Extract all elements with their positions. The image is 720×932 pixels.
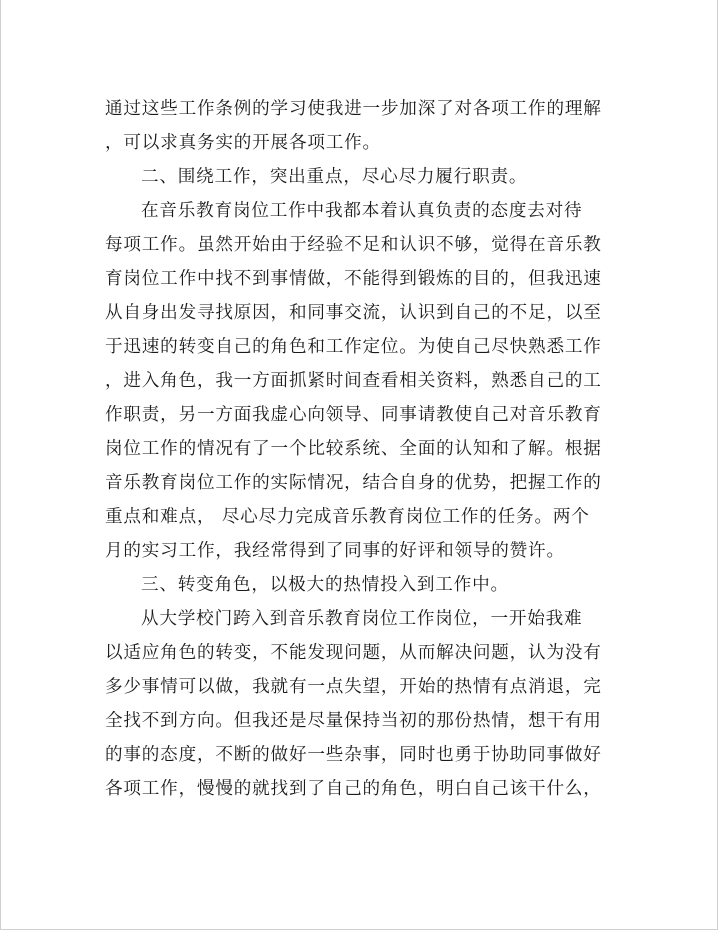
text-line: 每项工作。虽然开始由于经验不足和认识不够，觉得在音乐教 bbox=[105, 235, 602, 255]
text-line: 多少事情可以做，我就有一点失望，开始的热情有点消退，完 bbox=[105, 677, 602, 697]
text-line: 从大学校门跨入到音乐教育岗位工作岗位，一开始我难 bbox=[141, 609, 583, 629]
text-line: ，可以求真务实的开展各项工作。 bbox=[105, 133, 381, 153]
text-line: 的事的态度，不断的做好一些杂事，同时也勇于协助同事做好 bbox=[105, 745, 602, 765]
text-line: 作职责，另一方面我虚心向领导、同事请教使自己对音乐教育 bbox=[105, 405, 602, 425]
body-text bbox=[105, 92, 625, 806]
text-line: 重点和难点， 尽心尽力完成音乐教育岗位工作的任务。两个 bbox=[105, 507, 590, 527]
text-line: 从自身出发寻找原因，和同事交流，认识到自己的不足，以至 bbox=[105, 303, 602, 323]
text-line: ，进入角色，我一方面抓紧时间查看相关资料，熟悉自己的工 bbox=[105, 371, 602, 391]
section-heading: 二、围绕工作，突出重点，尽心尽力履行职责。 bbox=[141, 167, 528, 187]
text-line: 于迅速的转变自己的角色和工作定位。为使自己尽快熟悉工作 bbox=[105, 337, 602, 357]
text-line: 以适应角色的转变，不能发现问题，从而解决问题，认为没有 bbox=[105, 643, 602, 663]
text-line: 全找不到方向。但我还是尽量保持当初的那份热情，想干有用 bbox=[105, 711, 602, 731]
text-line: 音乐教育岗位工作的实际情况，结合自身的优势，把握工作的 bbox=[105, 473, 602, 493]
text-line: 通过这些工作条例的学习使我进一步加深了对各项工作的理解 bbox=[105, 99, 602, 119]
text-line: 育岗位工作中找不到事情做，不能得到锻炼的目的，但我迅速 bbox=[105, 269, 602, 289]
section-heading: 三、转变角色，以极大的热情投入到工作中。 bbox=[141, 575, 509, 595]
text-line: 岗位工作的情况有了一个比较系统、全面的认知和了解。根据 bbox=[105, 439, 602, 459]
text-line: 月的实习工作，我经常得到了同事的好评和领导的赞许。 bbox=[105, 541, 565, 561]
text-line: 在音乐教育岗位工作中我都本着认真负责的态度去对待 bbox=[141, 201, 583, 221]
text-line: 各项工作，慢慢的就找到了自己的角色，明白自己该干什么， bbox=[105, 779, 602, 799]
